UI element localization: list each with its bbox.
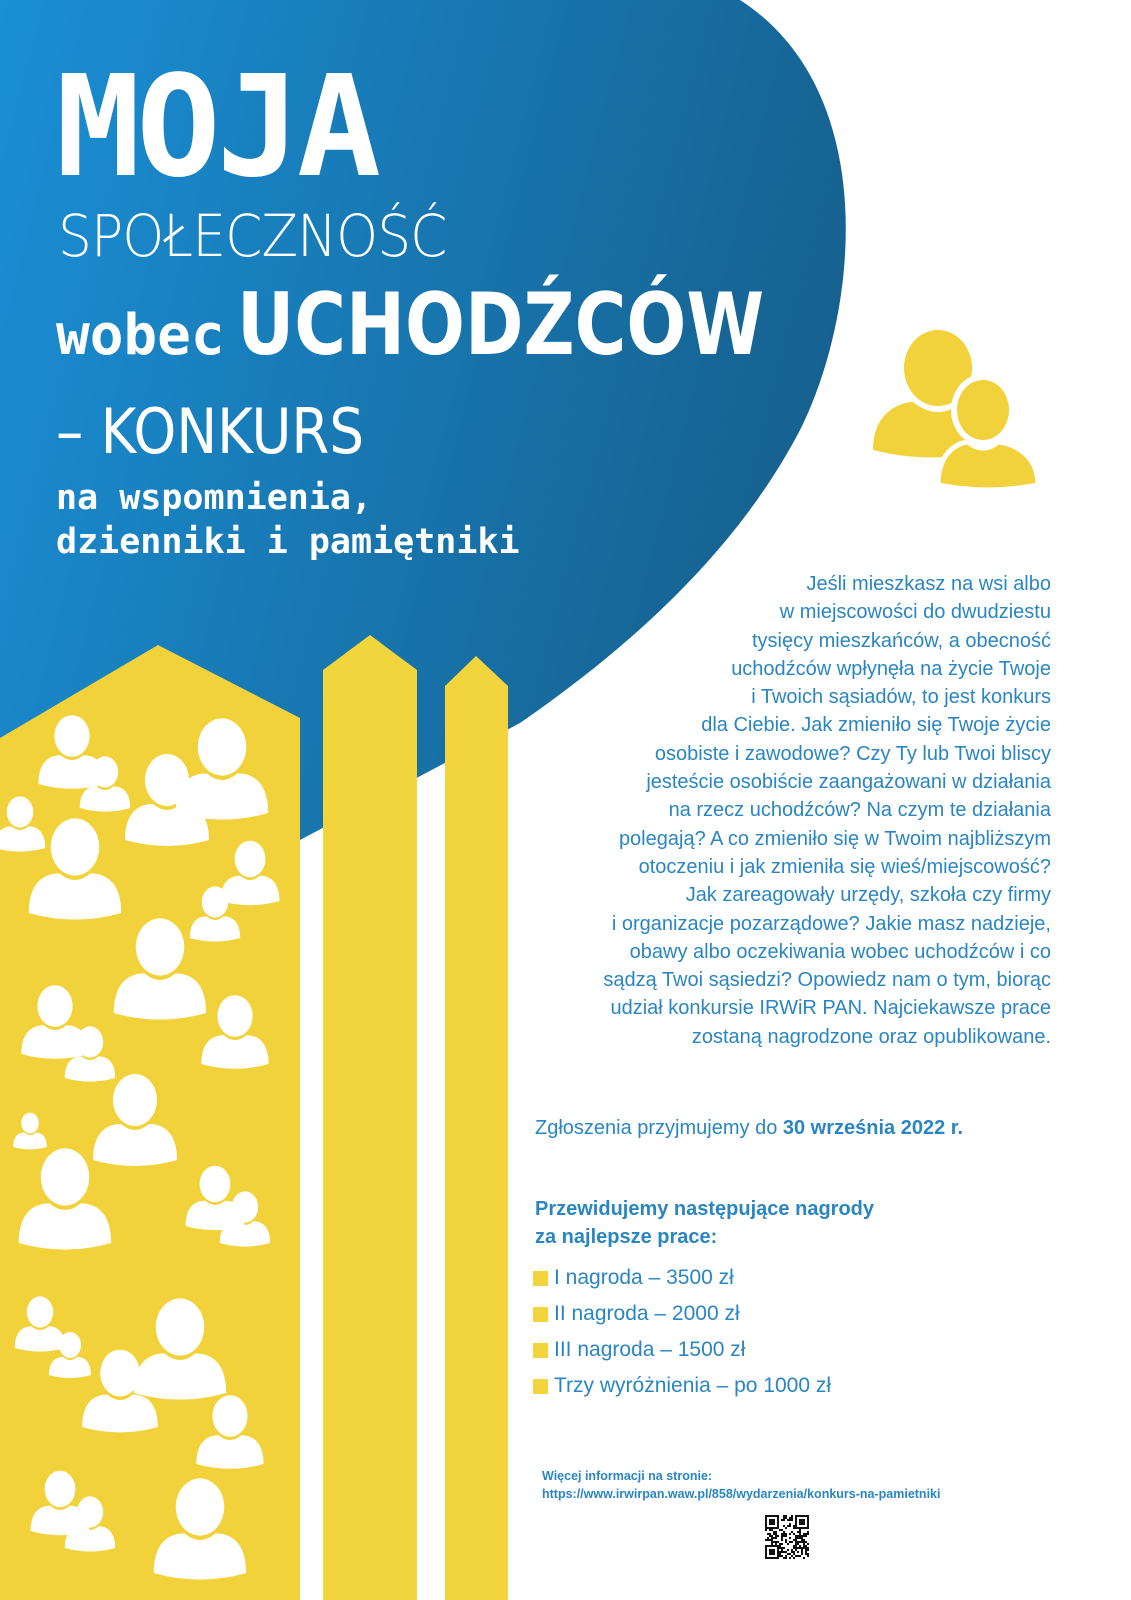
subtitle-line: dzienniki i pamiętniki — [56, 522, 520, 562]
prize-item — [533, 1296, 831, 1332]
prize-item — [533, 1368, 831, 1404]
title-wobec-uchodzcow — [56, 275, 879, 381]
prizes-list — [533, 1260, 831, 1404]
subtitle — [56, 476, 520, 564]
title-uchodzcow: UCHODŹCÓW — [236, 275, 764, 375]
people-icon — [868, 330, 1043, 490]
description-line: jesteście osobiście zaangażowani w działania — [646, 771, 1051, 794]
description-line: obawy albo oczekiwania wobec uchodźców i co — [629, 940, 1051, 963]
title-wobec: wobec — [56, 303, 225, 368]
prize-label: III nagroda – 1500 zł — [554, 1338, 746, 1361]
description-line: dla Ciebie. Jak zmieniło się Twoje życie — [701, 714, 1051, 737]
prizes-heading-line: za najlepsze prace: — [535, 1226, 718, 1248]
prize-label: Trzy wyróżnienia – po 1000 zł — [554, 1374, 832, 1397]
bullet-square-icon — [533, 1379, 548, 1394]
more-info — [542, 1467, 940, 1503]
description-line: Jeśli mieszkasz na wsi albo — [806, 573, 1051, 595]
description-text — [511, 570, 1051, 1051]
qr-code-icon[interactable] — [765, 1515, 809, 1559]
prizes-heading — [535, 1195, 874, 1251]
title-spolecznosc: SPOŁECZNOŚĆ — [58, 202, 447, 270]
description-line: uchodźców wpłynęła na życie Twoje — [731, 657, 1051, 680]
yellow-arrow-bar-1 — [323, 635, 417, 1600]
more-info-link[interactable]: https://www.irwirpan.waw.pl/858/wydarzenia/konkurs-na-pamietniki — [542, 1487, 941, 1501]
prize-label: I nagroda – 3500 zł — [554, 1266, 734, 1289]
prize-item — [533, 1260, 831, 1296]
description-line: zostaną nagrodzone oraz opublikowane. — [691, 1025, 1051, 1048]
description-line: na rzecz uchodźców? Na czym te działania — [668, 799, 1051, 822]
deadline-date: 30 września 2022 r. — [782, 1117, 964, 1139]
description-line: polegają? A co zmieniło się w Twoim najbliższym — [618, 827, 1051, 850]
prizes-heading-line: Przewidujemy następujące nagrody — [535, 1198, 874, 1220]
bullet-square-icon — [533, 1271, 548, 1286]
yellow-arrow-bar-2 — [445, 656, 508, 1600]
description-line: i Twoich sąsiadów, to jest konkurs — [751, 686, 1051, 709]
more-info-label: Więcej informacji na stronie: — [542, 1469, 713, 1483]
title-moja: MOJA — [56, 46, 378, 209]
description-line: udział konkursie IRWiR PAN. Najciekawsze prace — [610, 997, 1051, 1020]
description-line: w miejscowości do dwudziestu — [779, 601, 1051, 624]
description-line: i organizacje pozarządowe? Jakie masz nadzieje, — [611, 912, 1051, 935]
deadline-text: Zgłoszenia przyjmujemy do — [535, 1117, 783, 1139]
description-line: tysięcy mieszkańców, a obecność — [751, 629, 1051, 652]
prize-label: II nagroda – 2000 zł — [554, 1302, 740, 1325]
description-line: sądzą Twoi sąsiedzi? Opowiedz nam o tym, biorąc — [603, 969, 1051, 992]
subtitle-line: na wspomnienia, — [56, 478, 373, 518]
bullet-square-icon — [533, 1307, 548, 1322]
title-konkurs: – KONKURS — [56, 395, 364, 468]
description-line: otoczeniu i jak zmieniła się wieś/miejscowość? — [638, 855, 1051, 878]
description-line: osobiste i zawodowe? Czy Ty lub Twoi bliscy — [654, 742, 1051, 765]
prize-item — [533, 1332, 831, 1368]
deadline — [535, 1117, 963, 1140]
description-line: Jak zareagowały urzędy, szkoła czy firmy — [685, 884, 1051, 907]
bullet-square-icon — [533, 1343, 548, 1358]
